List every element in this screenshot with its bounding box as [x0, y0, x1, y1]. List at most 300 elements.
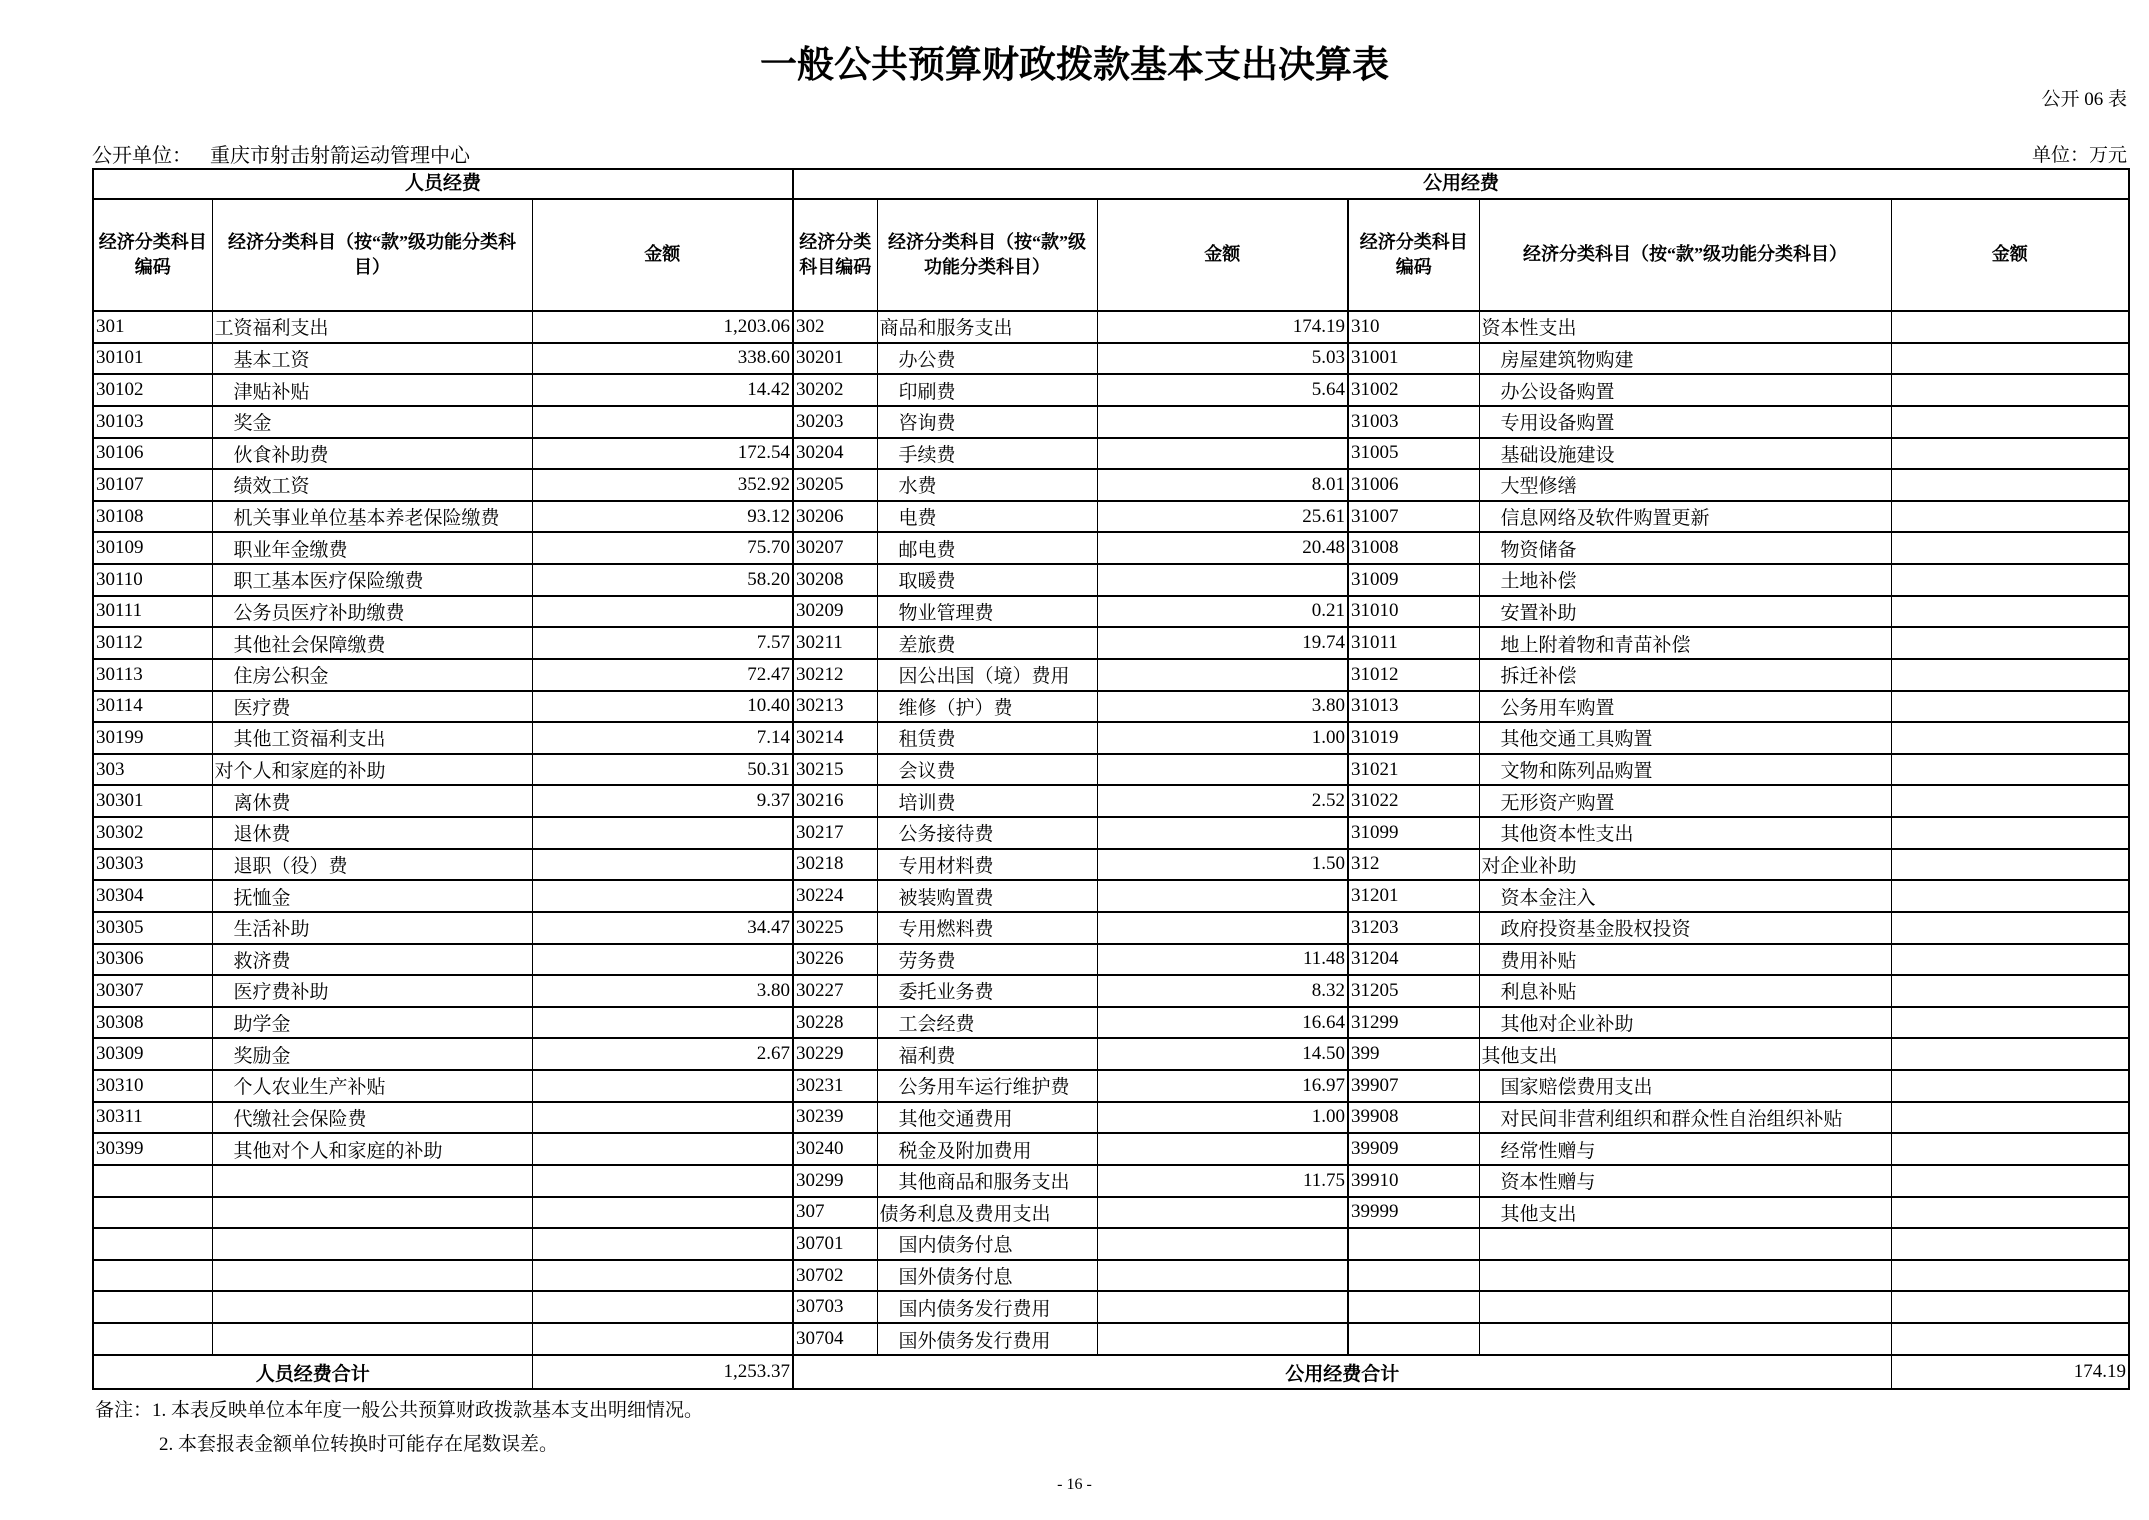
l-code-header: 经济分类科目编码	[93, 199, 212, 311]
l-code-cell: 30110	[93, 564, 212, 596]
table-row	[93, 374, 2129, 406]
table-row	[93, 501, 2129, 533]
r-subject-cell	[1479, 1228, 1891, 1260]
r-subject-cell: 利息补贴	[1479, 975, 1891, 1007]
l-code-cell: 30103	[93, 406, 212, 438]
m-amount-cell	[1097, 880, 1348, 912]
r-amount-cell	[1891, 785, 2129, 817]
table-group-header-row	[93, 169, 2129, 199]
l-amount-cell	[532, 880, 793, 912]
r-code-cell: 31007	[1348, 501, 1479, 533]
r-subject-cell: 信息网络及软件购置更新	[1479, 501, 1891, 533]
l-code-cell: 30304	[93, 880, 212, 912]
m-code-cell: 30206	[793, 501, 877, 533]
l-amount-cell	[532, 817, 793, 849]
m-code-cell: 30299	[793, 1165, 877, 1197]
r-amount-cell	[1891, 406, 2129, 438]
m-subject-cell: 国内债务付息	[877, 1228, 1097, 1260]
r-subject-cell: 文物和陈列品购置	[1479, 754, 1891, 786]
r-code-cell: 39908	[1348, 1102, 1479, 1134]
l-subject-cell	[212, 1291, 532, 1323]
l-code-cell	[93, 1323, 212, 1355]
r-code-cell	[1348, 1228, 1479, 1260]
r-subject-cell: 办公设备购置	[1479, 374, 1891, 406]
r-code-cell: 31010	[1348, 596, 1479, 628]
r-subject-cell: 政府投资基金股权投资	[1479, 912, 1891, 944]
table-row	[93, 1228, 2129, 1260]
unit-of-measure: 单位：万元	[2031, 145, 2127, 166]
m-subject-cell: 水费	[877, 469, 1097, 501]
m-amount-cell	[1097, 1260, 1348, 1292]
m-amount-cell: 1.50	[1097, 849, 1348, 881]
l-subject-cell: 其他社会保障缴费	[212, 627, 532, 659]
r-code-cell: 31012	[1348, 659, 1479, 691]
r-amount-cell	[1891, 1007, 2129, 1039]
m-amount-cell: 5.03	[1097, 343, 1348, 375]
l-amount-cell	[532, 849, 793, 881]
l-subject-cell: 奖励金	[212, 1038, 532, 1070]
m-subject-cell: 办公费	[877, 343, 1097, 375]
m-subject-cell: 其他商品和服务支出	[877, 1165, 1097, 1197]
l-amount-cell	[532, 1070, 793, 1102]
l-subject-cell: 医疗费	[212, 691, 532, 723]
l-code-cell: 303	[93, 754, 212, 786]
m-code-cell: 307	[793, 1197, 877, 1229]
r-subject-cell: 拆迁补偿	[1479, 659, 1891, 691]
m-code-cell: 30201	[793, 343, 877, 375]
m-code-cell: 30209	[793, 596, 877, 628]
page-title: 一般公共预算财政拨款基本支出决算表	[760, 45, 1389, 86]
r-code-cell: 310	[1348, 311, 1479, 343]
m-code-cell: 30217	[793, 817, 877, 849]
r-code-cell: 39907	[1348, 1070, 1479, 1102]
m-amount-cell: 174.19	[1097, 311, 1348, 343]
l-subject-cell: 离休费	[212, 785, 532, 817]
l-amount-cell: 7.57	[532, 627, 793, 659]
m-code-cell: 30226	[793, 944, 877, 976]
m-code-cell: 30207	[793, 532, 877, 564]
r-code-cell: 31008	[1348, 532, 1479, 564]
m-amount-cell	[1097, 438, 1348, 470]
r-amount-cell	[1891, 1133, 2129, 1165]
r-subject-cell	[1479, 1291, 1891, 1323]
l-amount-cell: 352.92	[532, 469, 793, 501]
footnote-1: 备注：1. 本表反映单位本年度一般公共预算财政拨款基本支出明细情况。	[95, 1400, 704, 1421]
r-subject-cell: 公务用车购置	[1479, 691, 1891, 723]
l-code-cell: 30309	[93, 1038, 212, 1070]
l-subject-cell: 机关事业单位基本养老保险缴费	[212, 501, 532, 533]
m-amount-cell: 11.48	[1097, 944, 1348, 976]
r-subject-cell: 其他支出	[1479, 1038, 1891, 1070]
r-code-cell: 31013	[1348, 691, 1479, 723]
r-amount-cell	[1891, 596, 2129, 628]
l-code-cell: 30102	[93, 374, 212, 406]
table-row	[93, 1291, 2129, 1323]
r-subject-cell	[1479, 1260, 1891, 1292]
m-code-cell: 30225	[793, 912, 877, 944]
l-code-cell: 30108	[93, 501, 212, 533]
l-amount-cell: 93.12	[532, 501, 793, 533]
r-amount-cell	[1891, 1260, 2129, 1292]
r-code-cell: 31099	[1348, 817, 1479, 849]
m-amount-cell: 5.64	[1097, 374, 1348, 406]
table-row	[93, 691, 2129, 723]
r-code-cell: 31299	[1348, 1007, 1479, 1039]
m-code-cell: 30215	[793, 754, 877, 786]
m-code-cell: 30703	[793, 1291, 877, 1323]
m-code-cell: 30224	[793, 880, 877, 912]
r-code-cell: 312	[1348, 849, 1479, 881]
r-subject-cell: 其他资本性支出	[1479, 817, 1891, 849]
l-amount-cell: 9.37	[532, 785, 793, 817]
r-subject-cell	[1479, 1323, 1891, 1355]
m-amount-cell	[1097, 1197, 1348, 1229]
l-code-cell: 30111	[93, 596, 212, 628]
m-subject-cell: 差旅费	[877, 627, 1097, 659]
r-amount-cell	[1891, 564, 2129, 596]
table-row	[93, 659, 2129, 691]
m-amount-cell	[1097, 754, 1348, 786]
publishing-unit-name: 重庆市射击射箭运动管理中心	[210, 145, 470, 167]
table-row	[93, 912, 2129, 944]
m-subject-cell: 工会经费	[877, 1007, 1097, 1039]
l-code-cell: 30301	[93, 785, 212, 817]
r-subject-cell: 对企业补助	[1479, 849, 1891, 881]
r-amount-header: 金额	[1891, 199, 2129, 311]
m-subject-cell: 会议费	[877, 754, 1097, 786]
r-subject-cell: 地上附着物和青苗补偿	[1479, 627, 1891, 659]
m-subject-header: 经济分类科目（按“款”级功能分类科目）	[877, 199, 1097, 311]
r-amount-cell	[1891, 691, 2129, 723]
m-subject-cell: 培训费	[877, 785, 1097, 817]
l-code-cell: 30109	[93, 532, 212, 564]
table-row	[93, 1102, 2129, 1134]
table-row	[93, 944, 2129, 976]
l-amount-cell: 10.40	[532, 691, 793, 723]
personnel-total-label: 人员经费合计	[93, 1355, 532, 1389]
m-amount-cell: 16.64	[1097, 1007, 1348, 1039]
m-code-header: 经济分类科目编码	[793, 199, 877, 311]
l-amount-header: 金额	[532, 199, 793, 311]
l-amount-cell	[532, 1323, 793, 1355]
r-subject-header: 经济分类科目（按“款”级功能分类科目）	[1479, 199, 1891, 311]
table-row	[93, 1007, 2129, 1039]
r-code-cell	[1348, 1260, 1479, 1292]
l-amount-cell: 14.42	[532, 374, 793, 406]
l-amount-cell: 34.47	[532, 912, 793, 944]
l-amount-cell	[532, 1197, 793, 1229]
m-code-cell: 30701	[793, 1228, 877, 1260]
m-amount-cell: 1.00	[1097, 1102, 1348, 1134]
l-code-cell: 30106	[93, 438, 212, 470]
r-amount-cell	[1891, 311, 2129, 343]
table-row	[93, 1197, 2129, 1229]
r-amount-cell	[1891, 1197, 2129, 1229]
r-code-cell: 31009	[1348, 564, 1479, 596]
m-subject-cell: 邮电费	[877, 532, 1097, 564]
m-code-cell: 30240	[793, 1133, 877, 1165]
l-amount-cell: 50.31	[532, 754, 793, 786]
m-subject-cell: 专用材料费	[877, 849, 1097, 881]
r-subject-cell: 物资储备	[1479, 532, 1891, 564]
l-amount-cell	[532, 1102, 793, 1134]
r-subject-cell: 房屋建筑物购建	[1479, 343, 1891, 375]
l-code-cell: 30114	[93, 691, 212, 723]
m-amount-cell: 8.01	[1097, 469, 1348, 501]
l-code-cell: 30399	[93, 1133, 212, 1165]
r-code-cell: 31201	[1348, 880, 1479, 912]
l-subject-cell	[212, 1165, 532, 1197]
footnotes	[95, 1394, 703, 1462]
l-amount-cell: 58.20	[532, 564, 793, 596]
r-amount-cell	[1891, 438, 2129, 470]
m-code-cell: 30212	[793, 659, 877, 691]
table-row	[93, 1070, 2129, 1102]
m-subject-cell: 印刷费	[877, 374, 1097, 406]
table-row	[93, 975, 2129, 1007]
m-code-cell: 302	[793, 311, 877, 343]
m-code-cell: 30227	[793, 975, 877, 1007]
r-code-cell: 31205	[1348, 975, 1479, 1007]
l-subject-cell: 其他工资福利支出	[212, 722, 532, 754]
r-code-cell: 31006	[1348, 469, 1479, 501]
r-amount-cell	[1891, 1323, 2129, 1355]
r-subject-cell: 资本性支出	[1479, 311, 1891, 343]
m-code-cell: 30218	[793, 849, 877, 881]
m-subject-cell: 福利费	[877, 1038, 1097, 1070]
r-subject-cell: 资本性赠与	[1479, 1165, 1891, 1197]
table-row	[93, 469, 2129, 501]
table-row	[93, 785, 2129, 817]
m-amount-cell: 25.61	[1097, 501, 1348, 533]
r-code-cell: 31019	[1348, 722, 1479, 754]
l-subject-cell: 公务员医疗补助缴费	[212, 596, 532, 628]
m-subject-cell: 委托业务费	[877, 975, 1097, 1007]
r-code-cell: 39999	[1348, 1197, 1479, 1229]
table-number: 公开 06 表	[2041, 89, 2127, 110]
m-code-cell: 30702	[793, 1260, 877, 1292]
m-subject-cell: 手续费	[877, 438, 1097, 470]
m-code-cell: 30229	[793, 1038, 877, 1070]
table-row	[93, 722, 2129, 754]
l-code-cell	[93, 1228, 212, 1260]
r-subject-cell: 无形资产购置	[1479, 785, 1891, 817]
table-row	[93, 311, 2129, 343]
r-subject-cell: 土地补偿	[1479, 564, 1891, 596]
l-code-cell: 30311	[93, 1102, 212, 1134]
table-row	[93, 1165, 2129, 1197]
l-subject-cell: 退职（役）费	[212, 849, 532, 881]
m-amount-cell	[1097, 406, 1348, 438]
m-code-cell: 30213	[793, 691, 877, 723]
table-column-header-row	[93, 199, 2129, 311]
r-amount-cell	[1891, 912, 2129, 944]
publishing-unit-line	[92, 139, 470, 168]
l-subject-cell: 伙食补助费	[212, 438, 532, 470]
m-amount-cell: 19.74	[1097, 627, 1348, 659]
m-subject-cell: 其他交通费用	[877, 1102, 1097, 1134]
l-subject-cell: 退休费	[212, 817, 532, 849]
table-row	[93, 596, 2129, 628]
m-code-cell: 30203	[793, 406, 877, 438]
l-code-cell	[93, 1165, 212, 1197]
l-amount-cell: 7.14	[532, 722, 793, 754]
l-code-cell: 30107	[93, 469, 212, 501]
l-code-cell: 30303	[93, 849, 212, 881]
l-subject-cell: 代缴社会保险费	[212, 1102, 532, 1134]
table-total-row	[93, 1355, 2129, 1389]
table-body	[93, 311, 2129, 1355]
table-row	[93, 564, 2129, 596]
m-amount-cell: 0.21	[1097, 596, 1348, 628]
l-subject-cell: 医疗费补助	[212, 975, 532, 1007]
m-amount-cell: 14.50	[1097, 1038, 1348, 1070]
m-amount-cell: 16.97	[1097, 1070, 1348, 1102]
l-subject-cell: 津贴补贴	[212, 374, 532, 406]
r-subject-cell: 其他交通工具购置	[1479, 722, 1891, 754]
r-code-cell: 399	[1348, 1038, 1479, 1070]
expenditure-table	[92, 168, 2130, 1390]
l-amount-cell	[532, 596, 793, 628]
r-code-cell: 31003	[1348, 406, 1479, 438]
r-amount-cell	[1891, 469, 2129, 501]
m-amount-cell: 20.48	[1097, 532, 1348, 564]
m-amount-cell: 11.75	[1097, 1165, 1348, 1197]
m-subject-cell: 专用燃料费	[877, 912, 1097, 944]
l-code-cell	[93, 1197, 212, 1229]
l-amount-cell	[532, 1007, 793, 1039]
r-amount-cell	[1891, 501, 2129, 533]
l-amount-cell: 172.54	[532, 438, 793, 470]
m-code-cell: 30231	[793, 1070, 877, 1102]
m-subject-cell: 国外债务发行费用	[877, 1323, 1097, 1355]
table-row	[93, 343, 2129, 375]
m-code-cell: 30228	[793, 1007, 877, 1039]
r-code-cell: 31021	[1348, 754, 1479, 786]
m-code-cell: 30239	[793, 1102, 877, 1134]
r-amount-cell	[1891, 1038, 2129, 1070]
r-code-cell: 31011	[1348, 627, 1479, 659]
l-amount-cell	[532, 1228, 793, 1260]
m-code-cell: 30704	[793, 1323, 877, 1355]
r-subject-cell: 对民间非营利组织和群众性自治组织补贴	[1479, 1102, 1891, 1134]
l-amount-cell	[532, 1260, 793, 1292]
l-subject-cell: 奖金	[212, 406, 532, 438]
l-amount-cell: 72.47	[532, 659, 793, 691]
r-amount-cell	[1891, 944, 2129, 976]
r-subject-cell: 费用补贴	[1479, 944, 1891, 976]
table-row	[93, 532, 2129, 564]
r-code-cell: 31005	[1348, 438, 1479, 470]
table-row	[93, 1133, 2129, 1165]
m-subject-cell: 劳务费	[877, 944, 1097, 976]
l-subject-cell: 绩效工资	[212, 469, 532, 501]
l-subject-cell: 职业年金缴费	[212, 532, 532, 564]
table-row	[93, 406, 2129, 438]
l-subject-cell: 职工基本医疗保险缴费	[212, 564, 532, 596]
table-row	[93, 849, 2129, 881]
r-code-cell: 31022	[1348, 785, 1479, 817]
r-code-cell: 31203	[1348, 912, 1479, 944]
r-code-cell: 39910	[1348, 1165, 1479, 1197]
l-subject-cell	[212, 1197, 532, 1229]
m-amount-cell: 3.80	[1097, 691, 1348, 723]
r-subject-cell: 其他支出	[1479, 1197, 1891, 1229]
m-subject-cell: 取暖费	[877, 564, 1097, 596]
l-subject-header: 经济分类科目（按“款”级功能分类科目）	[212, 199, 532, 311]
l-subject-cell: 个人农业生产补贴	[212, 1070, 532, 1102]
m-subject-cell: 税金及附加费用	[877, 1133, 1097, 1165]
r-amount-cell	[1891, 659, 2129, 691]
r-amount-cell	[1891, 532, 2129, 564]
personnel-expenses-group-header: 人员经费	[93, 169, 793, 199]
r-subject-cell: 大型修缮	[1479, 469, 1891, 501]
l-subject-cell: 对个人和家庭的补助	[212, 754, 532, 786]
r-amount-cell	[1891, 1102, 2129, 1134]
m-subject-cell: 商品和服务支出	[877, 311, 1097, 343]
m-code-cell: 30214	[793, 722, 877, 754]
m-amount-cell	[1097, 1323, 1348, 1355]
r-subject-cell: 资本金注入	[1479, 880, 1891, 912]
m-amount-cell	[1097, 1291, 1348, 1323]
l-amount-cell	[532, 1291, 793, 1323]
table-row	[93, 880, 2129, 912]
table-row	[93, 754, 2129, 786]
l-amount-cell: 338.60	[532, 343, 793, 375]
m-code-cell: 30208	[793, 564, 877, 596]
l-subject-cell: 基本工资	[212, 343, 532, 375]
l-subject-cell	[212, 1260, 532, 1292]
r-code-cell: 39909	[1348, 1133, 1479, 1165]
m-subject-cell: 国外债务付息	[877, 1260, 1097, 1292]
r-amount-cell	[1891, 722, 2129, 754]
r-amount-cell	[1891, 1228, 2129, 1260]
page-number: - 16 -	[1057, 1476, 1092, 1493]
l-code-cell: 30101	[93, 343, 212, 375]
m-code-cell: 30205	[793, 469, 877, 501]
m-amount-cell	[1097, 1133, 1348, 1165]
l-code-cell	[93, 1260, 212, 1292]
public-expenses-group-header: 公用经费	[793, 169, 2129, 199]
l-amount-cell: 3.80	[532, 975, 793, 1007]
table-row	[93, 627, 2129, 659]
r-code-cell	[1348, 1291, 1479, 1323]
m-amount-cell: 8.32	[1097, 975, 1348, 1007]
r-subject-cell: 专用设备购置	[1479, 406, 1891, 438]
m-amount-header: 金额	[1097, 199, 1348, 311]
public-total-label: 公用经费合计	[793, 1355, 1891, 1389]
l-subject-cell: 工资福利支出	[212, 311, 532, 343]
r-subject-cell: 国家赔偿费用支出	[1479, 1070, 1891, 1102]
m-subject-cell: 维修（护）费	[877, 691, 1097, 723]
m-amount-cell	[1097, 912, 1348, 944]
l-subject-cell: 抚恤金	[212, 880, 532, 912]
l-subject-cell	[212, 1228, 532, 1260]
r-code-header: 经济分类科目编码	[1348, 199, 1479, 311]
r-amount-cell	[1891, 849, 2129, 881]
m-amount-cell	[1097, 817, 1348, 849]
table-row	[93, 438, 2129, 470]
l-code-cell: 30305	[93, 912, 212, 944]
l-code-cell: 30307	[93, 975, 212, 1007]
l-amount-cell	[532, 1133, 793, 1165]
m-code-cell: 30204	[793, 438, 877, 470]
m-subject-cell: 公务用车运行维护费	[877, 1070, 1097, 1102]
l-code-cell: 30306	[93, 944, 212, 976]
table-row	[93, 1260, 2129, 1292]
l-code-cell: 30302	[93, 817, 212, 849]
l-subject-cell: 救济费	[212, 944, 532, 976]
